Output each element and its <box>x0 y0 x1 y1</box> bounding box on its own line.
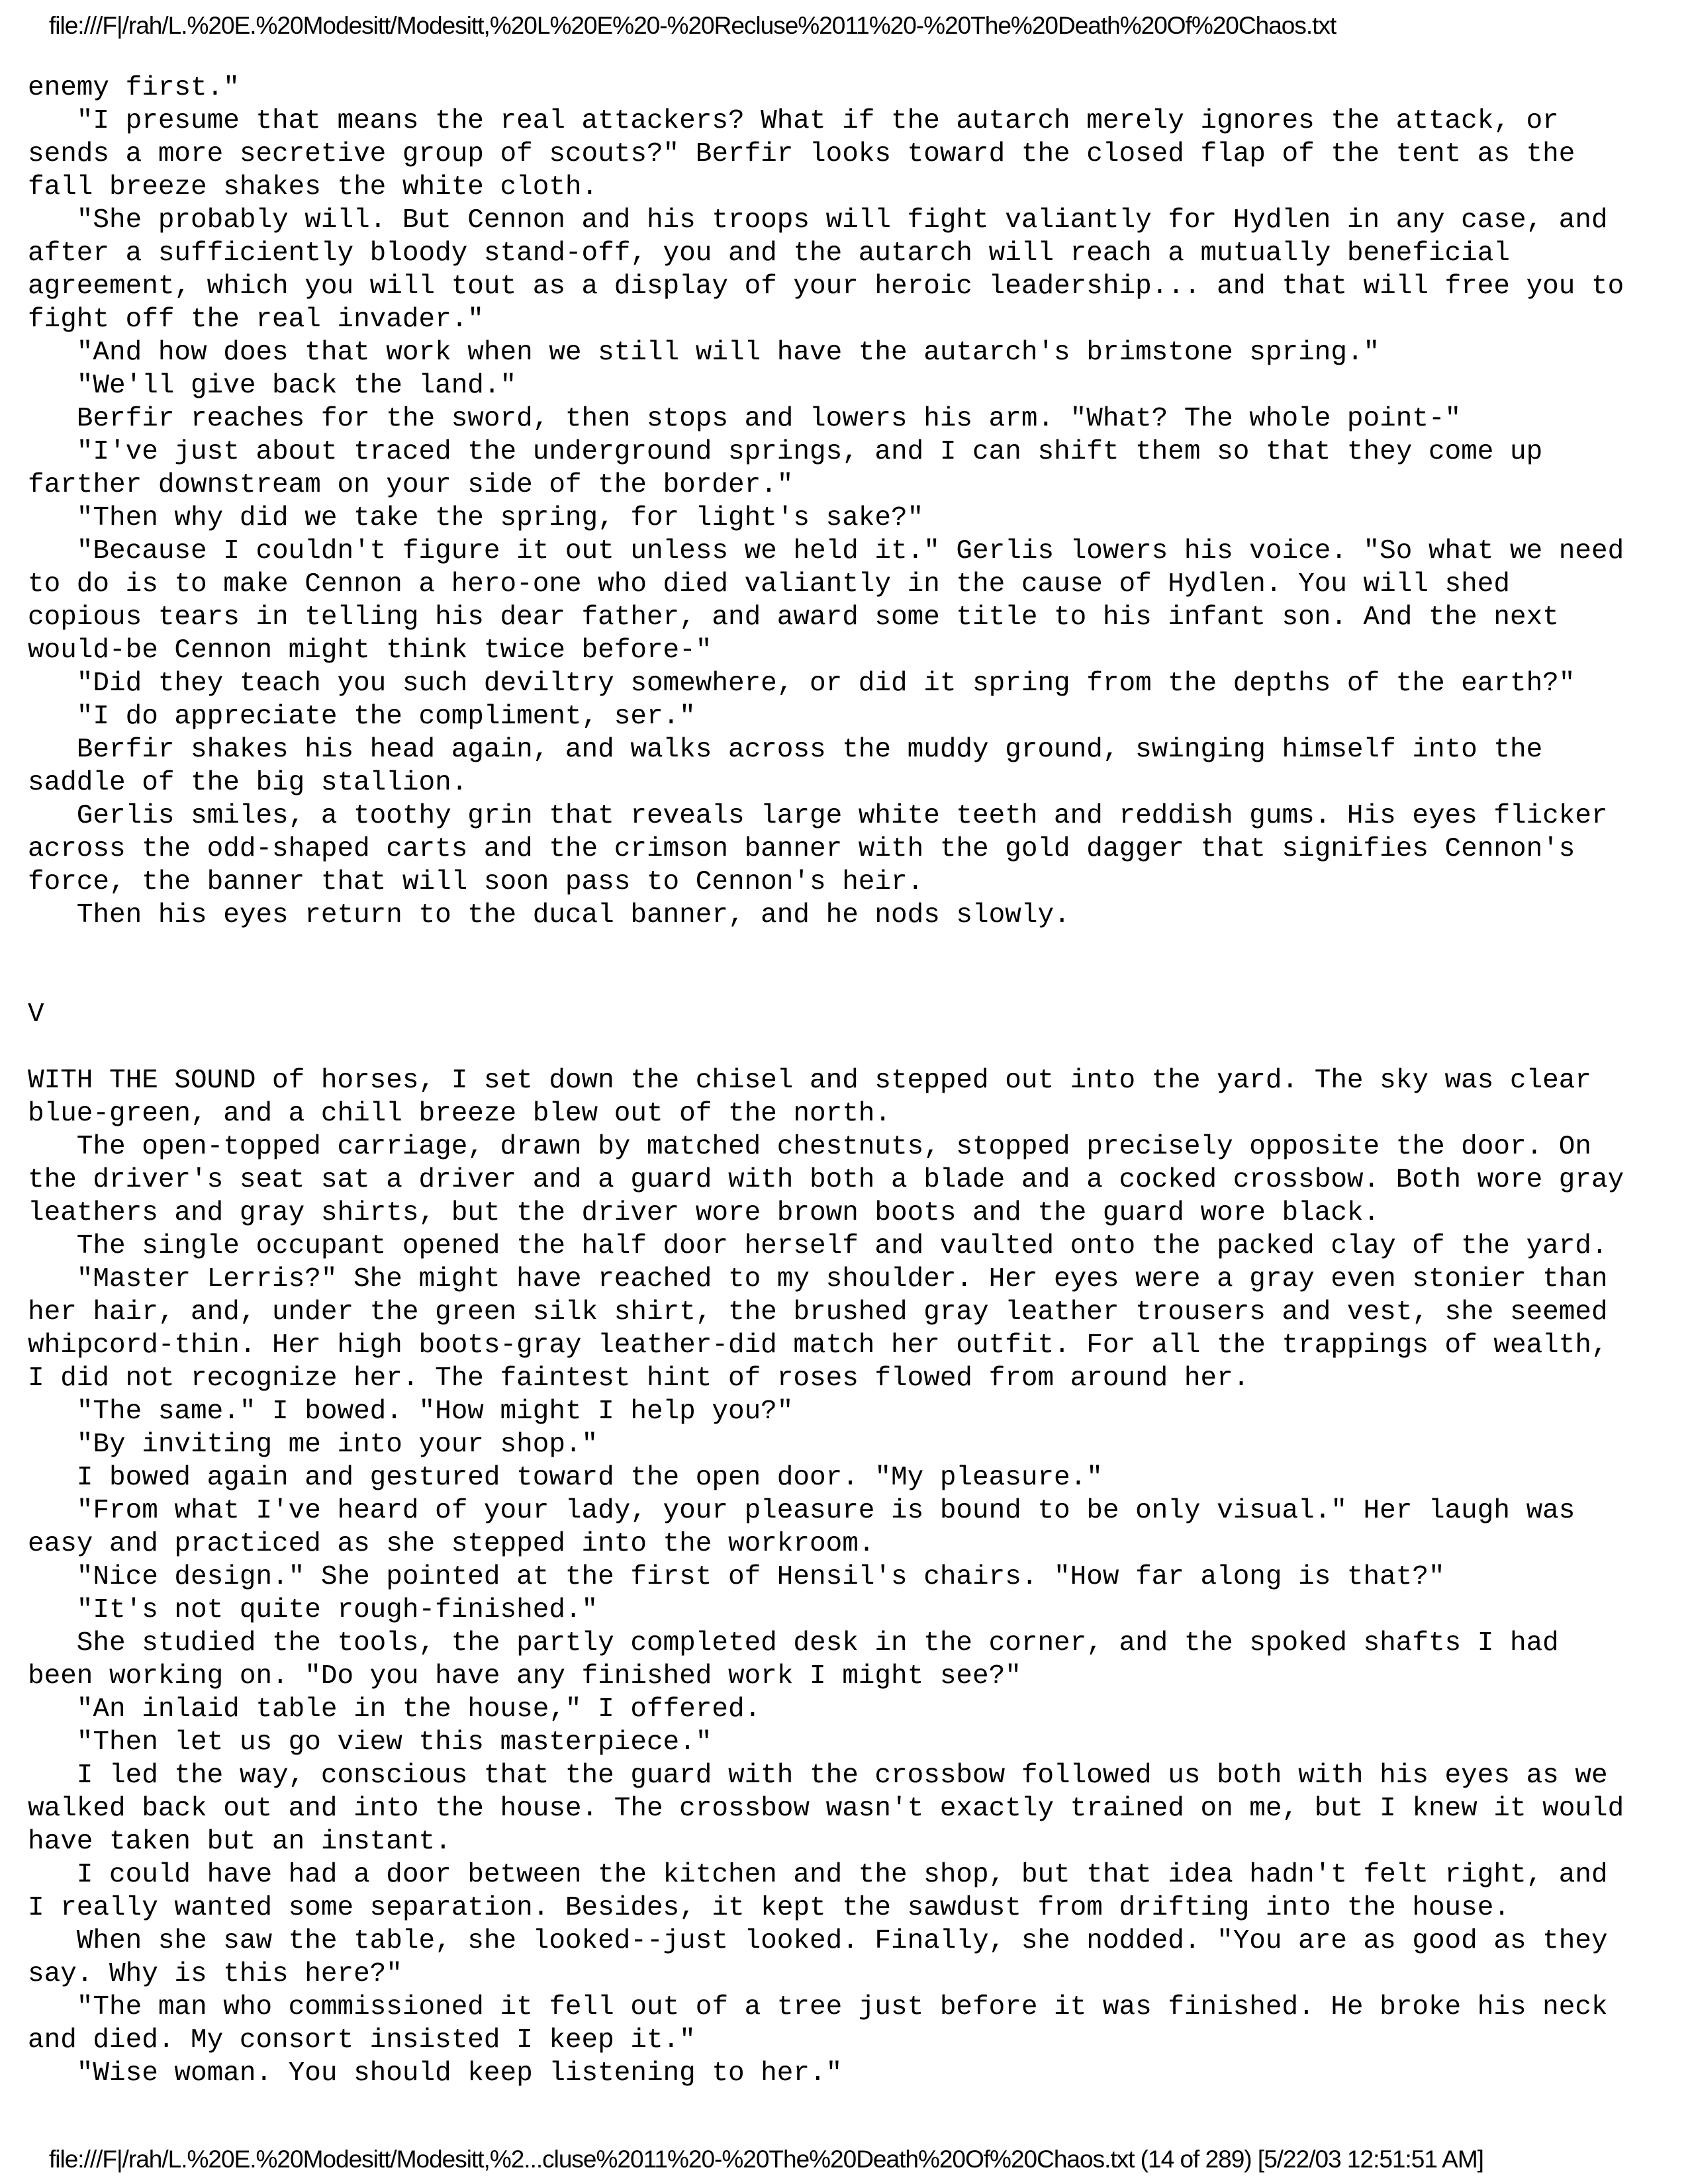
text-line: after a sufficiently bloody stand-off, you and the autarch will reach a mutually beneficial <box>28 238 1510 269</box>
text-line: would-be Cennon might think twice before-" <box>28 635 712 666</box>
text-line: "From what I've heard of your lady, your pleasure is bound to be only visual." Her laugh was <box>28 1496 1575 1526</box>
text-line: "Nice design." She pointed at the first of Hensil's chairs. "How far along is that?" <box>28 1562 1445 1592</box>
text-line: across the odd-shaped carts and the crimson banner with the gold dagger that signifies Cennon's <box>28 834 1575 864</box>
text-line: "I do appreciate the compliment, ser." <box>28 702 696 732</box>
page-header-path: file:///F|/rah/L.%20E.%20Modesitt/Modesitt,%20L%20E%20-%20Recluse%2011%20-%20The%20Death%20Of%20Chaos.txt <box>49 12 1336 39</box>
text-line: saddle of the big stallion. <box>28 768 468 798</box>
page-footer-info: file:///F|/rah/L.%20E.%20Modesitt/Modesitt,%2...cluse%2011%20-%20The%20Death%20Of%20Chaos.txt (14 of 289) [5/22/03 12:51:51 AM] <box>49 2146 1483 2173</box>
text-line: fight off the real invader." <box>28 304 484 335</box>
text-line: been working on. "Do you have any finished work I might see?" <box>28 1661 1021 1692</box>
text-line: whipcord-thin. Her high boots-gray leather-did match her outfit. For all the trappings of wealth, <box>28 1330 1608 1361</box>
text-line: Then his eyes return to the ducal banner, and he nods slowly. <box>28 900 1070 931</box>
text-line: say. Why is this here?" <box>28 1959 402 1989</box>
text-line: "Then why did we take the spring, for light's sake?" <box>28 503 924 533</box>
text-line: her hair, and, under the green silk shirt, the brushed gray leather trousers and vest, she seemed <box>28 1297 1608 1328</box>
document-body <box>28 71 1663 2090</box>
text-line: "An inlaid table in the house," I offered. <box>28 1694 761 1725</box>
text-line: farther downstream on your side of the border." <box>28 470 794 500</box>
text-line: force, the banner that will soon pass to Cennon's heir. <box>28 867 924 897</box>
text-line: Berfir reaches for the sword, then stops and lowers his arm. "What? The whole point-" <box>28 404 1462 434</box>
text-line: walked back out and into the house. The crossbow wasn't exactly trained on me, but I knew it would <box>28 1794 1624 1824</box>
text-line: fall breeze shakes the white cloth. <box>28 172 598 203</box>
text-line: "Master Lerris?" She might have reached to my shoulder. Her eyes were a gray even stonier than <box>28 1264 1608 1295</box>
text-line: She studied the tools, the partly completed desk in the corner, and the spoked shafts I had <box>28 1628 1559 1659</box>
blank-line <box>28 1031 1663 1064</box>
text-line: to do is to make Cennon a hero-one who died valiantly in the cause of Hydlen. You will shed <box>28 569 1510 600</box>
text-line: leathers and gray shirts, but the driver wore brown boots and the guard wore black. <box>28 1198 1380 1228</box>
blank-line <box>28 932 1663 965</box>
text-line: copious tears in telling his dear father, and award some title to his infant son. And the next <box>28 602 1559 633</box>
text-line: Berfir shakes his head again, and walks across the muddy ground, swinging himself into the <box>28 735 1543 765</box>
text-line: "Did they teach you such deviltry somewhere, or did it spring from the depths of the earth?" <box>28 668 1575 699</box>
text-line: easy and practiced as she stepped into the workroom. <box>28 1529 875 1559</box>
text-line: "Because I couldn't figure it out unless we held it." Gerlis lowers his voice. "So what we need <box>28 536 1624 567</box>
text-line: Gerlis smiles, a toothy grin that reveals large white teeth and reddish gums. His eyes flicker <box>28 801 1608 831</box>
text-line: the driver's seat sat a driver and a guard with both a blade and a cocked crossbow. Both wore gray <box>28 1165 1624 1195</box>
text-line: I really wanted some separation. Besides, it kept the sawdust from drifting into the house. <box>28 1893 1510 1923</box>
text-line: I bowed again and gestured toward the open door. "My pleasure." <box>28 1463 1103 1493</box>
blank-line <box>28 965 1663 998</box>
text-line: blue-green, and a chill breeze blew out of the north. <box>28 1099 892 1129</box>
text-line: sends a more secretive group of scouts?" Berfir looks toward the closed flap of the tent as the <box>28 139 1575 169</box>
text-line: enemy first." <box>28 73 240 103</box>
text-line: The single occupant opened the half door herself and vaulted onto the packed clay of the yard. <box>28 1231 1608 1261</box>
text-line: "And how does that work when we still will have the autarch's brimstone spring." <box>28 338 1380 368</box>
text-line: have taken but an instant. <box>28 1827 451 1857</box>
text-line: "I've just about traced the underground springs, and I can shift them so that they come up <box>28 437 1543 467</box>
text-line: "The man who commissioned it fell out of a tree just before it was finished. He broke his neck <box>28 1992 1608 2023</box>
text-line: "I presume that means the real attackers? What if the autarch merely ignores the attack, or <box>28 106 1559 136</box>
text-line: I led the way, conscious that the guard with the crossbow followed us both with his eyes as we <box>28 1760 1608 1791</box>
text-line: I did not recognize her. The faintest hint of roses flowed from around her. <box>28 1363 1250 1394</box>
text-line: "Then let us go view this masterpiece." <box>28 1727 712 1758</box>
text-line: "By inviting me into your shop." <box>28 1430 598 1460</box>
text-line: agreement, which you will tout as a display of your heroic leadership... and that will free you to <box>28 271 1624 302</box>
text-line: I could have had a door between the kitchen and the shop, but that idea hadn't felt right, and <box>28 1860 1608 1890</box>
text-line: V <box>28 999 44 1030</box>
text-line: and died. My consort insisted I keep it." <box>28 2025 696 2056</box>
text-line: "Wise woman. You should keep listening to her." <box>28 2058 843 2089</box>
text-line: When she saw the table, she looked--just looked. Finally, she nodded. "You are as good as they <box>28 1926 1608 1956</box>
text-line: "We'll give back the land." <box>28 371 517 401</box>
text-line: "It's not quite rough-finished." <box>28 1595 598 1625</box>
text-line: WITH THE SOUND of horses, I set down the chisel and stepped out into the yard. The sky was clear <box>28 1066 1591 1096</box>
text-line: The open-topped carriage, drawn by matched chestnuts, stopped precisely opposite the door. On <box>28 1132 1591 1162</box>
text-line: "She probably will. But Cennon and his troops will fight valiantly for Hydlen in any case, and <box>28 205 1608 236</box>
text-line: "The same." I bowed. "How might I help you?" <box>28 1396 794 1427</box>
